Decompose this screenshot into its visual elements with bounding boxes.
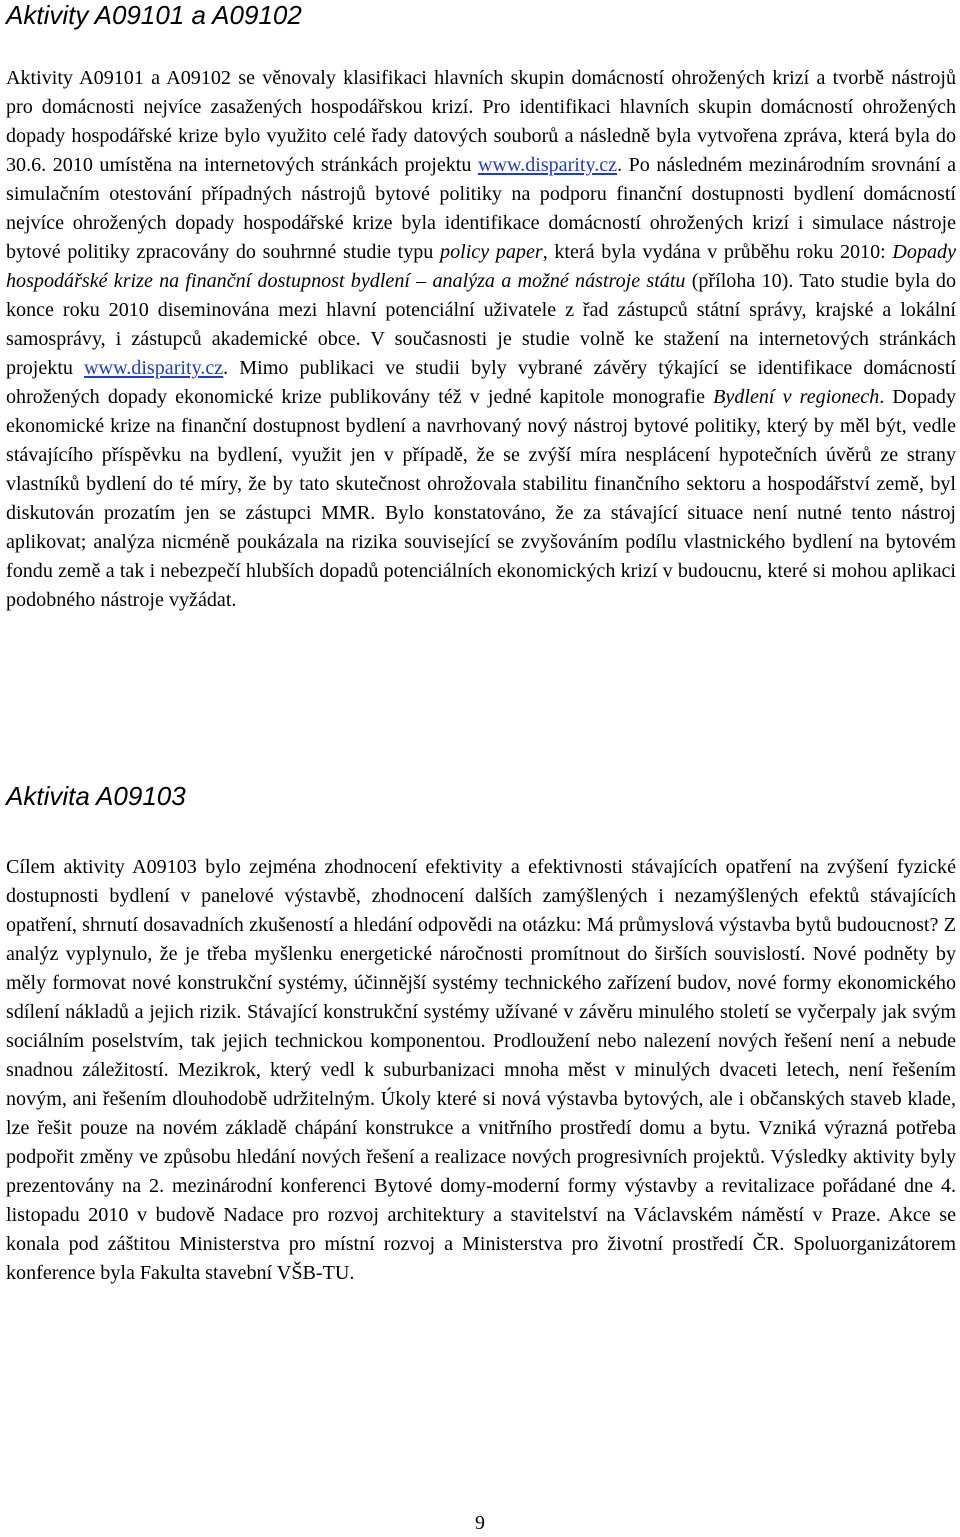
- text-run: . Po následném mezinárodním srovnání a simulačním otestování případných nástrojů bytové politiky na podporu finanční dostupnosti bydlení domácností nejvíce ohrožených dopady hospodářské krize byla identifikace domácností ohrožených krizí i simulace nástroje bytové politiky zpracovány do souhrnné studie typu: [6, 154, 956, 263]
- disparity-link-1[interactable]: www.disparity.cz: [477, 154, 618, 176]
- section-heading-a09101-a09102: Aktivity A09101 a A09102: [6, 0, 302, 30]
- text-run: , která byla vydána v průběhu roku 2010:: [542, 241, 893, 263]
- policy-paper-term: policy paper: [440, 241, 543, 263]
- text-run: . Dopady ekonomické krize na finanční dostupnost bydlení a navrhovaný nový nástroj bytové politiky, který by měl být, vedle stávajícího příspěvku na bydlení, využit jen v případě, že se zvýší míra nesplácení hypotečních úvěrů ze strany vlastníků bydlení do té míry, že by tato skutečnost ohrožovala stabilitu finančního sektoru a hospodářství země, byl diskutován prozatím jen se zástupci MMR. Bylo konstatováno, že za stávající situace není nutné tento nástroj aplikovat; analýza nicméně poukázala na rizika související se zvyšováním podílu vlastnického bydlení na bytovém fondu země a tak i nebezpečí hlubších dopadů potenciálních ekonomických krizí v budoucnu, které si mohou aplikaci podobného nástroje vyžádat.: [6, 386, 957, 611]
- monograph-title: Bydlení v regionech: [713, 386, 880, 408]
- section1-paragraph: [6, 64, 956, 615]
- section-heading-a09103: Aktivita A09103: [6, 781, 186, 811]
- disparity-link-2[interactable]: www.disparity.cz: [84, 357, 224, 379]
- text-run: (příloha 10). Tato studie byla do konce roku 2010 diseminována mezi hlavní potenciální uživatele z řad zástupců státní správy, krajské a lokální samosprávy, i zástupců akademické obce. V současnosti je studie volně ke stažení na internetových stránkách projektu: [6, 270, 956, 379]
- text-run: . Mimo publikaci ve studii byly vybrané závěry týkající se identifikace domácností ohrožených dopady ekonomické krize publikovány též v jedné kapitole monografie: [6, 357, 956, 408]
- section2-paragraph: Cílem aktivity A09103 bylo zejména zhodnocení efektivity a efektivnosti stávajících opatření na zvýšení fyzické dostupnosti bydlení v panelové výstavbě, zhodnocení dalších zamýšlených i nezamýšlených efektů stávajících opatření, shrnutí dosavadních zkušeností a hledání odpovědi na otázku: Má průmyslová výstavba bytů budoucnost? Z analýz vyplynulo, že je třeba myšlenku energetické náročnosti promítnout do širších souvislostí. Nové podněty by měly formovat nové konstrukční systémy, účinnější systémy technického zařízení budov, nové formy ekonomického sdílení nákladů a jejich rizik. Stávající konstrukční systémy užívané v závěru minulého století se vyčerpaly jak svým sociálním poselstvím, tak jejich technickou komponentou. Prodloužení nebo nalezení nových řešení není a nebude snadnou záležitostí. Mezikrok, který vedl k suburbanizaci mnoha měst v minulých dvaceti letech, není řešením novým, ani řešením dlouhodobě udržitelným. Úkoly které si nová výstavba bytových, ale i občanských staveb klade, lze řešit pouze na novém základě chápání konstrukce a vnitřního prostředí domu a bytu. Vzniká výrazná potřeba podpořit změny ve způsobu hledání nových řešení a realizace nových progresivních projektů. Výsledky aktivity byly prezentovány na 2. mezinárodní konferenci Bytové domy-moderní formy výstavby a revitalizace pořádané dne 4. listopadu 2010 v budově Nadace pro rozvoj architektury a stavitelství na Václavském náměstí v Praze. Akce se konala pod záštitou Ministerstva pro místní rozvoj a Ministerstva pro životní prostředí ČR. Spoluorganizátorem konference byla Fakulta stavební VŠB-TU.: [6, 856, 956, 1284]
- study-title: Dopady hospodářské krize na finanční dostupnost bydlení – analýza a možné nástroje státu: [6, 241, 957, 292]
- text-run: Aktivity A09101 a A09102 se věnovaly klasifikaci hlavních skupin domácností ohrožených krizí a tvorbě nástrojů pro domácnosti nejvíce zasažených hospodářskou krizí. Pro identifikaci hlavních skupin domácností ohrožených dopady hospodářské krize bylo využito celé řady datových souborů a následně byla vytvořena zpráva, která byla do 30.6. 2010 umístěna na internetových stránkách projektu: [6, 67, 956, 176]
- page-number: 9: [475, 1512, 485, 1534]
